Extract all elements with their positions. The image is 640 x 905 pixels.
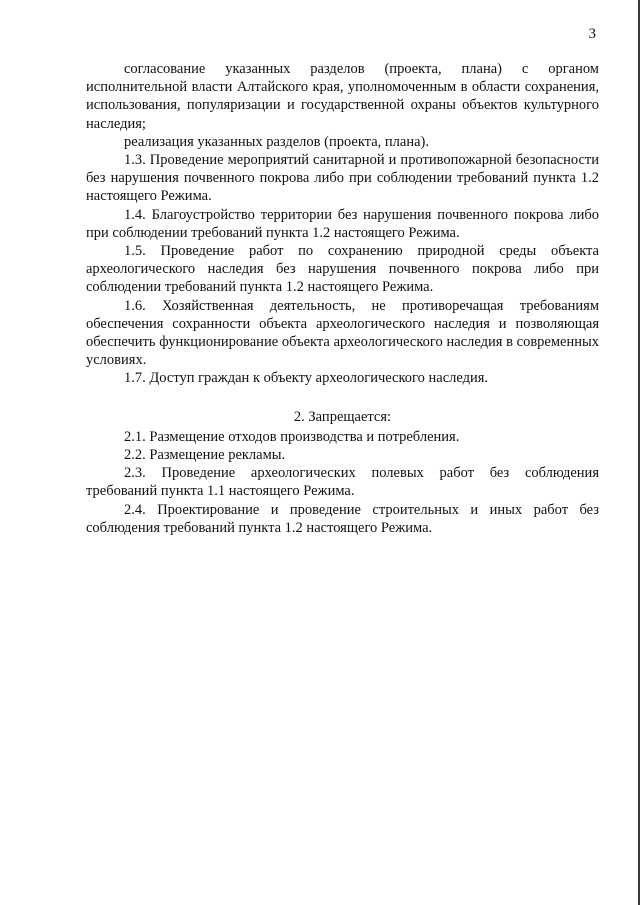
page-number: 3 — [588, 26, 596, 42]
paragraph-1-3: 1.3. Проведение мероприятий санитарной и противопожарной безопасности без нарушения почвенного покрова либо при соблюдении требований пункта 1.2 настоящего Режима. — [86, 152, 599, 205]
paragraph-2-2: 2.2. Размещение рекламы. — [124, 447, 286, 464]
paragraph-implementation: реализация указанных разделов (проекта, плана). — [124, 133, 429, 150]
paragraph-2-4: 2.4. Проектирование и проведение строительных и иных работ без соблюдения требований пункта 1.2 настоящего Режима. — [86, 501, 599, 536]
document-body — [86, 60, 599, 537]
paragraph-approval: согласование указанных разделов (проекта, плана) с органом исполнительной власти Алтайского края, уполномоченным в области сохранения, использования, популяризации и государственной охраны объектов культурного наследия; — [86, 61, 599, 132]
paragraph-1-4: 1.4. Благоустройство территории без нарушения почвенного покрова либо при соблюдении требований пункта 1.2 настоящего Режима. — [86, 206, 599, 241]
paragraph-1-5: 1.5. Проведение работ по сохранению природной среды объекта археологического наследия без нарушения почвенного покрова либо при соблюдении требований пункта 1.2 настоящего Режима. — [86, 243, 599, 296]
paragraph-2-1: 2.1. Размещение отходов производства и потребления. — [124, 428, 460, 445]
paragraph-2-3: 2.3. Проведение археологических полевых работ без соблюдения требований пункта 1.1 настоящего Режима. — [86, 465, 599, 500]
paragraph-1-7: 1.7. Доступ граждан к объекту археологического наследия. — [124, 370, 489, 387]
section-heading-prohibited: 2. Запрещается: — [293, 408, 392, 425]
paragraph-1-6: 1.6. Хозяйственная деятельность, не противоречащая требованиям обеспечения сохранности объекта археологического наследия и позволяющая обеспечить функционирование объекта археологического наследия в современных условиях. — [86, 297, 599, 369]
